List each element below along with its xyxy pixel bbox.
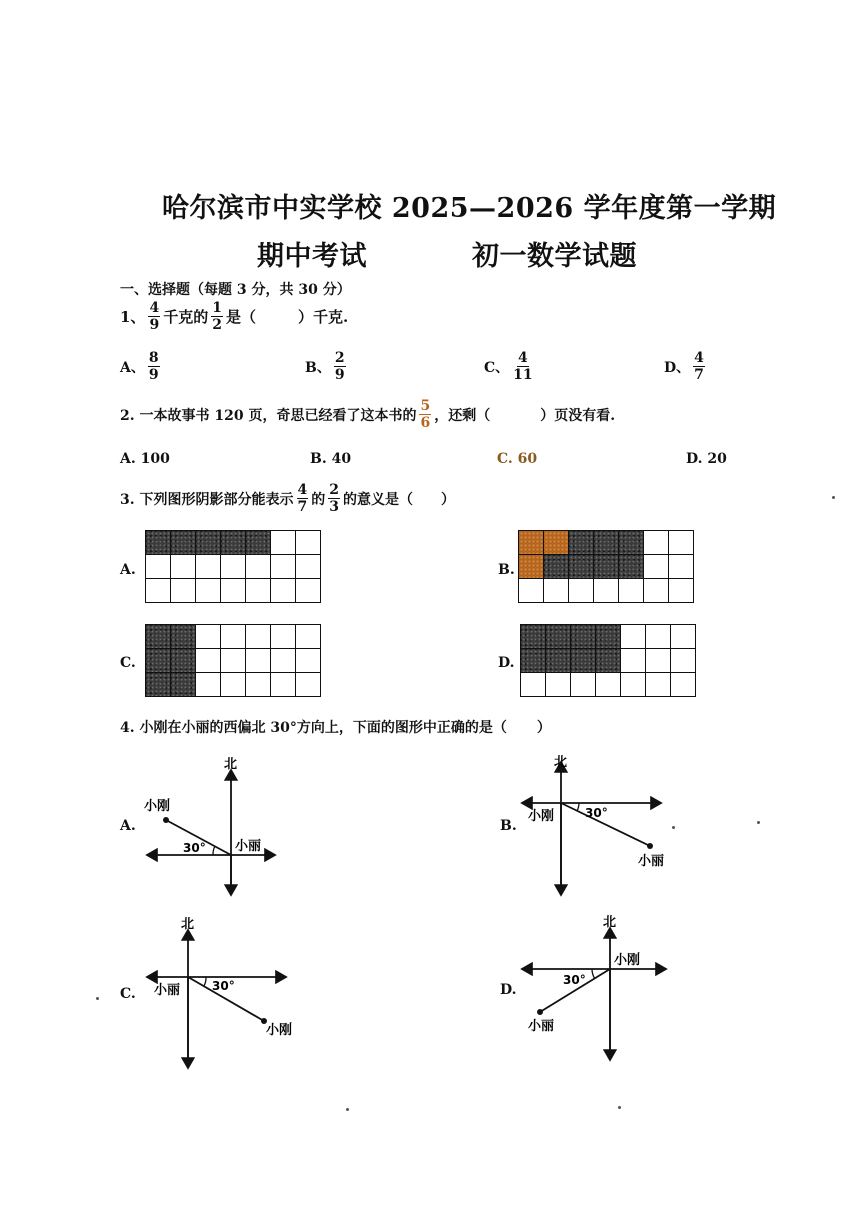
- q1-fraction-b-num: 1: [212, 300, 222, 316]
- q4-d-li-label: 小丽: [528, 1019, 555, 1034]
- scan-speck: [618, 1106, 621, 1109]
- q4-diagram-b: [522, 755, 664, 895]
- q4-label-c: C.: [120, 986, 136, 1002]
- q2-option-a: A. 100: [120, 451, 170, 467]
- scan-speck: [672, 826, 675, 829]
- scan-speck: [346, 1108, 349, 1111]
- q2-fraction-num: 5: [420, 398, 431, 414]
- q1-option-c-label: C、: [484, 359, 510, 376]
- q2-text-a: 2. 一本故事书 120 页，奇思已经看了这本书的: [120, 407, 417, 424]
- exam-title-exam: 期中考试: [257, 241, 367, 272]
- q1-option-b-label: B、: [305, 359, 331, 376]
- q1-option-b-num: 2: [334, 350, 345, 366]
- q3-fraction-a-num: 4: [297, 482, 308, 498]
- q4-diagram-d: [522, 915, 666, 1060]
- q1-fraction-a-num: 4: [149, 300, 160, 316]
- q4-d-north-label: 北: [603, 915, 617, 930]
- q1-option-b-den: 9: [334, 367, 345, 383]
- q2-option-d: D. 20: [686, 451, 727, 467]
- q2-option-b: B. 40: [310, 451, 352, 467]
- q4-diagram-a: [144, 757, 275, 895]
- q4-d-angle-label: 30°: [563, 973, 586, 987]
- q1-option-a-num: 8: [148, 350, 159, 366]
- exam-title-line1: 哈尔滨市中实学校 2025—2026 学年度第一学期: [162, 193, 777, 224]
- q4-label-b: B.: [500, 818, 517, 834]
- q1-option-d-label: D、: [664, 359, 691, 376]
- q3-label-a: A.: [120, 562, 136, 578]
- exam-title-subject: 初一数学试题: [472, 241, 637, 272]
- q1-option-a-den: 9: [148, 367, 159, 383]
- q3-label-c: C.: [120, 655, 136, 671]
- q3-text-a: 3. 下列图形阴影部分能表示: [120, 491, 294, 508]
- q4-a-li-label: 小丽: [235, 839, 262, 854]
- q4-d-gang-label: 小刚: [614, 953, 641, 968]
- q4-b-angle-label: 30°: [585, 806, 608, 820]
- q4-a-gang-label: 小刚: [144, 799, 171, 814]
- q4-c-li-label: 小丽: [154, 983, 181, 998]
- q1-option-d-num: 4: [694, 350, 704, 366]
- q3-fraction-b-num: 2: [329, 482, 339, 498]
- scan-speck: [96, 997, 99, 1000]
- q1-option-a-label: A、: [120, 359, 145, 376]
- q4-c-angle-label: 30°: [212, 979, 235, 993]
- q1-text-b: 是（: [225, 308, 256, 326]
- q4-text-end: ）: [536, 720, 551, 736]
- q4-label-a: A.: [120, 818, 136, 834]
- q4-a-angle-label: 30°: [183, 841, 206, 855]
- scan-speck: [757, 821, 760, 824]
- q3-text-b: 的: [311, 491, 326, 508]
- q4-b-north-label: 北: [554, 755, 568, 770]
- q4-c-gang-label: 小刚: [266, 1023, 293, 1038]
- scan-speck: [832, 496, 835, 499]
- q1-fraction-a-den: 9: [149, 317, 160, 333]
- q3-text-c: 的意义是（: [343, 491, 413, 508]
- q2-fraction-den: 6: [420, 415, 431, 431]
- q3-text-d: ）: [441, 491, 455, 508]
- q1-option-c-den: 11: [513, 367, 533, 383]
- q4-c-north-label: 北: [181, 917, 195, 932]
- q4-a-north-label: 北: [224, 757, 238, 772]
- q3-fraction-a-den: 7: [297, 499, 308, 515]
- q4-label-d: D.: [500, 982, 517, 998]
- q1-option-d-den: 7: [694, 367, 704, 383]
- q1-text-a: 千克的: [163, 308, 209, 326]
- q4-b-gang-label: 小刚: [528, 809, 555, 824]
- q2-text-b: ，还剩（: [434, 407, 491, 424]
- q1-fraction-b-den: 2: [212, 317, 222, 333]
- q1-text-c: ）千克.: [297, 308, 349, 326]
- q4-b-li-label: 小丽: [638, 854, 665, 869]
- section-heading: 一、选择题（每题 3 分，共 30 分）: [120, 282, 351, 298]
- q1-number: 1、: [120, 308, 146, 326]
- q3-label-b: B.: [498, 562, 515, 578]
- q2-option-c: C. 60: [497, 451, 538, 467]
- q4-text: 4. 小刚在小丽的西偏北 30°方向上，下面的图形中正确的是（: [120, 720, 507, 736]
- q2-text-c: ）页没有看.: [540, 407, 616, 424]
- q3-label-d: D.: [498, 655, 515, 671]
- q1-option-c-num: 4: [518, 350, 528, 366]
- q4-diagram-c: [147, 917, 292, 1068]
- q3-fraction-b-den: 3: [329, 499, 339, 515]
